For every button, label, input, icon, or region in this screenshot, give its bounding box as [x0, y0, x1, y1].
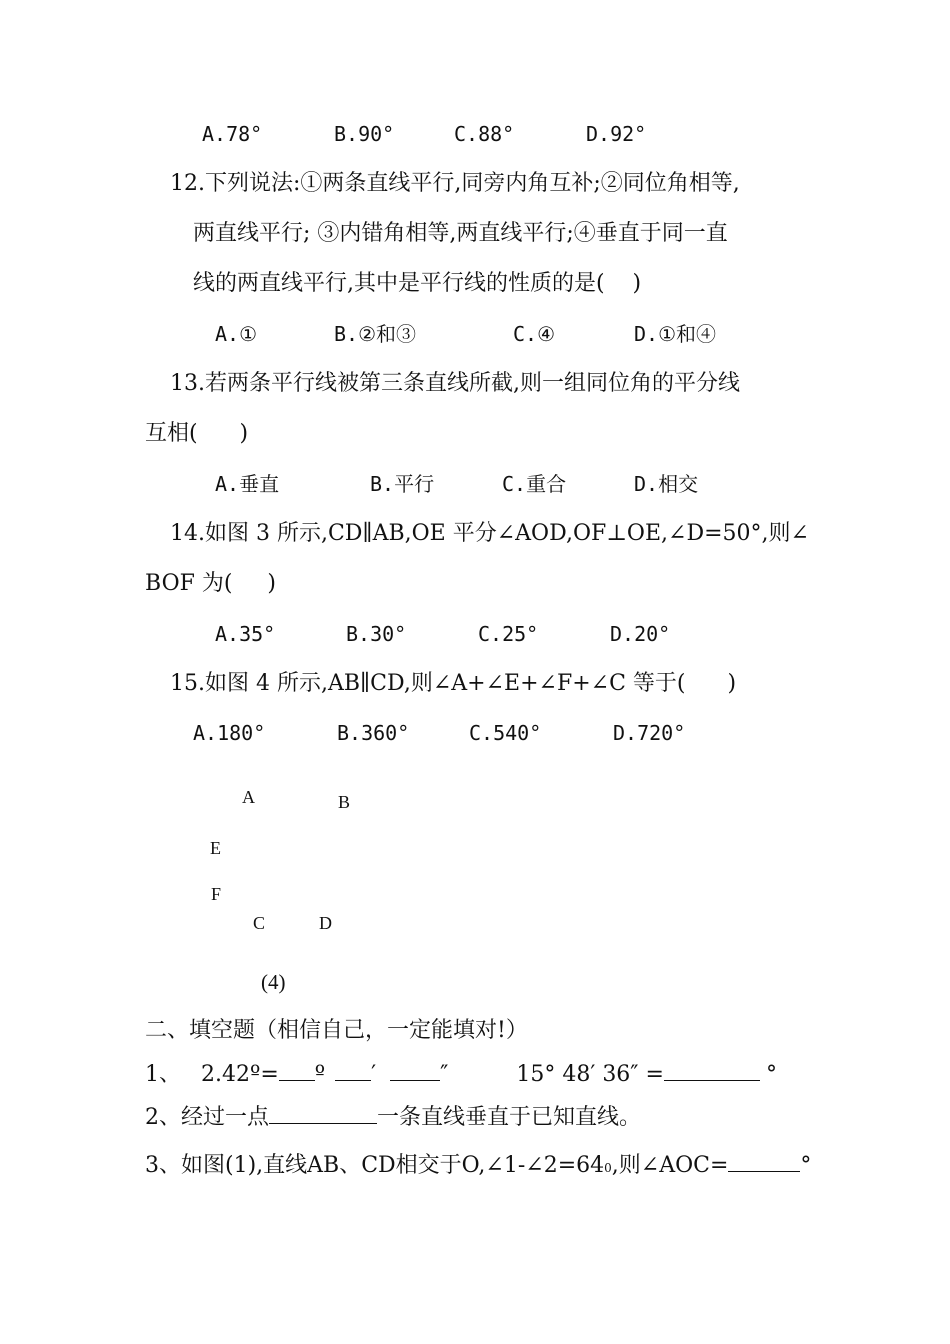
option-b: B.30° [346, 622, 407, 646]
option-c: C.重合 [502, 472, 567, 496]
option-d: D.相交 [634, 472, 699, 496]
question-14-line-2: BOF 为( ) [145, 571, 277, 596]
option-c: C.540° [469, 721, 542, 745]
point-label-f: F [211, 884, 222, 904]
point-label-a: A [242, 787, 255, 807]
point-label-e: E [210, 838, 221, 858]
degree-symbol: ° [765, 1062, 777, 1087]
option-d: D.20° [610, 622, 671, 646]
answer-blank-degrees[interactable] [279, 1058, 315, 1081]
point-label-b: B [338, 792, 351, 812]
degree-symbol: º [314, 1062, 326, 1087]
option-b: B.90° [334, 122, 395, 146]
section-heading: 二、填空题（相信自己，一定能填对!） [145, 1018, 528, 1043]
option-a: A.垂直 [215, 472, 280, 496]
fill-item-1 [145, 1058, 777, 1089]
question-13-line-1: 13.若两条平行线被第三条直线所截,则一组同位角的平分线 [170, 371, 740, 396]
answer-blank[interactable] [664, 1058, 760, 1081]
option-d: D.720° [613, 721, 686, 745]
question-14-line-1: 14.如图 3 所示,CD∥AB,OE 平分∠AOD,OF⊥OE,∠D=50°,则∠ [170, 521, 809, 546]
prompt-text: ,则∠AOC= [611, 1153, 729, 1178]
option-a: A.180° [193, 721, 266, 745]
prompt-text: 2、经过一点 [145, 1105, 269, 1130]
option-a: A.35° [215, 622, 276, 646]
question-12-line-3: 线的两直线平行,其中是平行线的性质的是( ) [193, 271, 642, 296]
expression: 2.42º= [201, 1062, 279, 1087]
option-a: A.① [215, 322, 258, 346]
answer-blank[interactable] [728, 1149, 800, 1172]
expression: 15° 48′ 36″ = [516, 1062, 664, 1087]
option-c: C.④ [513, 322, 556, 346]
prompt-text: 一条直线垂直于已知直线。 [377, 1105, 642, 1130]
question-15-line-1: 15.如图 4 所示,AB∥CD,则∠A+∠E+∠F+∠C 等于( ) [170, 671, 737, 696]
answer-blank[interactable] [269, 1101, 377, 1124]
option-c: C.25° [478, 622, 539, 646]
question-12-line-2: 两直线平行; ③内错角相等,两直线平行;④垂直于同一直 [193, 221, 728, 246]
option-c: C.88° [454, 122, 515, 146]
option-d: D.①和④ [634, 322, 717, 346]
prompt-text: 3、如图(1),直线AB、CD相交于O,∠1-∠2=64 [145, 1153, 605, 1178]
item-number: 1、 [145, 1062, 181, 1087]
option-d: D.92° [586, 122, 647, 146]
option-b: B.②和③ [334, 322, 417, 346]
question-12-line-1: 12.下列说法:①两条直线平行,同旁内角互补;②同位角相等, [170, 171, 740, 196]
point-label-c: C [253, 913, 266, 933]
minute-symbol: ′ [371, 1062, 377, 1087]
fill-item-2 [145, 1101, 641, 1132]
degree-symbol: ° [800, 1153, 812, 1178]
point-label-d: D [319, 913, 332, 933]
question-13-line-2: 互相( ) [145, 421, 249, 446]
answer-blank-minutes[interactable] [335, 1058, 371, 1081]
figure-caption: (4) [261, 970, 286, 994]
option-b: B.360° [337, 721, 410, 745]
answer-blank-seconds[interactable] [390, 1058, 440, 1081]
fill-item-3 [145, 1149, 811, 1182]
option-a: A.78° [202, 122, 263, 146]
degree-superscript: 0 [604, 1161, 612, 1175]
second-symbol: ″ [440, 1062, 449, 1087]
option-b: B.平行 [370, 472, 435, 496]
